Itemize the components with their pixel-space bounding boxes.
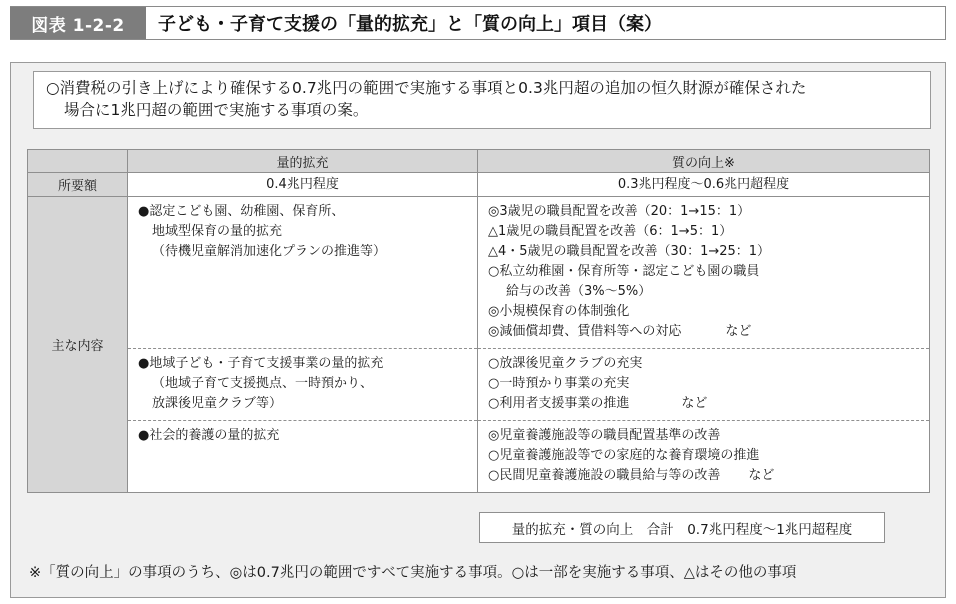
quantity-cell-social-care xyxy=(128,421,478,493)
measures-table xyxy=(27,149,930,493)
quality-cell-childcare xyxy=(478,197,930,349)
list-item: 放課後児童クラブ等） xyxy=(152,396,283,411)
list-item: 地域型保育の量的拡充 xyxy=(152,224,283,239)
intro-note xyxy=(33,71,931,129)
item-text: ◎減価償却費、賃借料等への対応 xyxy=(488,324,682,339)
list-item: ○児童養護施設等での家庭的な養育環境の推進 xyxy=(488,448,760,463)
header-blank xyxy=(28,150,128,173)
list-item: ●地域子ども・子育て支援事業の量的拡充 xyxy=(138,356,384,371)
total-box: 量的拡充・質の向上 合計 0.7兆円程度～1兆円超程度 xyxy=(479,512,885,543)
figure-number: 図表 1-2-2 xyxy=(10,7,146,39)
list-item xyxy=(488,394,923,414)
list-item xyxy=(488,466,923,486)
quantity-cell-community xyxy=(128,349,478,421)
item-text: ○民間児童養護施設の職員給与等の改善 xyxy=(488,468,721,483)
etc-suffix: など xyxy=(725,324,752,339)
figure-frame xyxy=(10,62,946,598)
amount-label: 所要額 xyxy=(28,173,128,197)
table-row xyxy=(28,421,930,493)
list-item: （待機児童解消加速化プランの推進等） xyxy=(152,244,387,259)
list-item: △4・5歳児の職員配置を改善（30：1→25：1） xyxy=(488,244,771,259)
list-item: （地域子育て支援拠点、一時預かり、 xyxy=(152,376,374,391)
item-text: ○利用者支援事業の推進 xyxy=(488,396,630,411)
contents-label: 主な内容 xyxy=(28,197,128,493)
table-row xyxy=(28,349,930,421)
list-item: ●社会的養護の量的拡充 xyxy=(138,428,280,443)
header-quantity: 量的拡充 xyxy=(128,150,478,173)
quality-cell-community xyxy=(478,349,930,421)
etc-suffix: など xyxy=(748,468,775,483)
list-item: ◎3歳児の職員配置を改善（20：1→15：1） xyxy=(488,204,751,219)
list-item: △1歳児の職員配置を改善（6：1→5：1） xyxy=(488,224,733,239)
table-header-row xyxy=(28,150,930,173)
amount-quantity: 0.4兆円程度 xyxy=(128,173,478,197)
etc-suffix: など xyxy=(681,396,708,411)
amount-quality: 0.3兆円程度～0.6兆円超程度 xyxy=(478,173,930,197)
figure-title: 子ども・子育て支援の「量的拡充」と「質の向上」項目（案） xyxy=(158,14,662,35)
list-item: ◎児童養護施設等の職員配置基準の改善 xyxy=(488,428,721,443)
amount-row xyxy=(28,173,930,197)
header-quality: 質の向上※ xyxy=(478,150,930,173)
table-row xyxy=(28,197,930,349)
intro-line-1: ○消費税の引き上げにより確保する0.7兆円の範囲で実施する事項と0.3兆円超の追加の恒久財源が確保された xyxy=(46,79,807,97)
list-item: ○放課後児童クラブの充実 xyxy=(488,356,643,371)
list-item: ◎小規模保育の体制強化 xyxy=(488,304,630,319)
quantity-cell-childcare xyxy=(128,197,478,349)
list-item: ○一時預かり事業の充実 xyxy=(488,376,630,391)
list-item: ○私立幼稚園・保育所等・認定こども園の職員 xyxy=(488,264,760,279)
figure-title-bar xyxy=(10,6,946,40)
quality-cell-social-care xyxy=(478,421,930,493)
list-item xyxy=(488,322,923,342)
footnote: ※「質の向上」の事項のうち、◎は0.7兆円の範囲ですべて実施する事項。○は一部を実施する事項、△はその他の事項 xyxy=(29,565,797,581)
intro-line-2: 場合に1兆円超の範囲で実施する事項の案。 xyxy=(64,101,369,119)
list-item: ●認定こども園、幼稚園、保育所、 xyxy=(138,204,345,219)
list-item: 給与の改善（3%～5%） xyxy=(506,284,652,299)
